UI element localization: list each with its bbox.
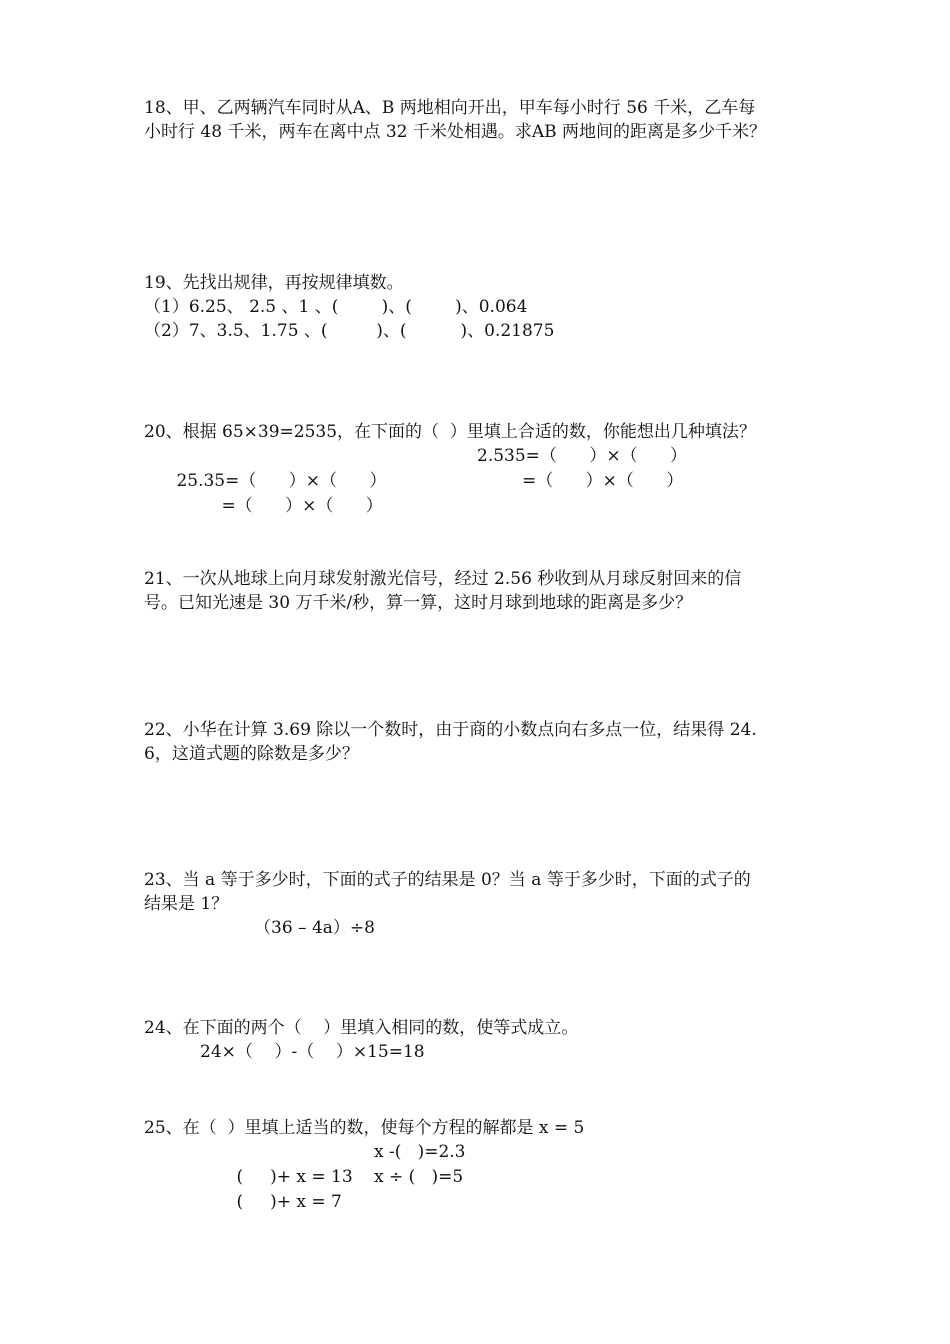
- problem-22-line-1: 22、小华在计算 3.69 除以一个数时，由于商的小数点向右多点一位，结果得 24.: [144, 720, 757, 740]
- problem-22: [144, 718, 824, 766]
- problem-21-line-2: 号。已知光速是 30 万千米/秒，算一算，这时月球到地球的距离是多少？: [144, 593, 693, 613]
- problem-21-line-1: 21、一次从地球上向月球发射激光信号，经过 2.56 秒收到从月球反射回来的信: [144, 569, 742, 589]
- problem-20-left-1: 25.35=（ ）×（ ）: [176, 471, 387, 491]
- problem-25-title: 25、在（ ）里填上适当的数，使每个方程的解都是 x = 5: [144, 1118, 585, 1138]
- problem-23: [144, 868, 824, 940]
- problem-22-line-2: 6，这道式题的除数是多少？: [144, 744, 359, 764]
- problem-19: [144, 271, 824, 343]
- problem-18: [144, 96, 824, 144]
- problem-20-row-1: [144, 444, 824, 491]
- problem-20: [144, 420, 824, 516]
- problem-20-left-2: =（ ）×（ ）: [221, 496, 383, 516]
- problem-24-title: 24、在下面的两个（ ）里填入相同的数，使等式成立。: [144, 1018, 579, 1038]
- problem-20-right-1: 2.535=（ ）×（ ）: [477, 446, 688, 466]
- problem-21: [144, 567, 824, 615]
- problem-24: [144, 1016, 824, 1064]
- problem-25-row-2: [144, 1165, 824, 1212]
- problem-23-expression: （36 – 4a）÷8: [254, 918, 375, 938]
- problem-20-row-2: [144, 469, 824, 516]
- problem-25-left-1: ( )+ x = 13: [236, 1167, 353, 1187]
- problem-23-line-1: 23、当 a 等于多少时，下面的式子的结果是 0？当 a 等于多少时，下面的式子的: [144, 870, 751, 890]
- problem-25: [144, 1116, 824, 1212]
- problem-20-right-2: =（ ）×（ ）: [522, 471, 684, 491]
- problem-25-right-2: x ÷ ( )=5: [374, 1167, 464, 1187]
- problem-19-sequence-1: （1）6.25、 2.5 、1 、( )、( )、0.064: [144, 297, 528, 317]
- problem-20-title: 20、根据 65×39=2535，在下面的（ ）里填上合适的数，你能想出几种填法？: [144, 422, 756, 442]
- problem-18-line-1: 18、甲、乙两辆汽车同时从A、B 两地相向开出，甲车每小时行 56 千米，乙车每: [144, 98, 756, 118]
- problem-23-line-2: 结果是 1？: [144, 894, 229, 914]
- problem-19-title: 19、先找出规律，再按规律填数。: [144, 273, 404, 293]
- problem-25-left-2: ( )+ x = 7: [236, 1192, 342, 1212]
- problem-24-equation: 24×（ ）-（ ）×15=18: [200, 1042, 425, 1062]
- problem-19-sequence-2: （2）7、3.5、1.75 、( )、( )、0.21875: [144, 321, 555, 341]
- problem-25-right-1: x -( )=2.3: [374, 1142, 466, 1162]
- problem-18-line-2: 小时行 48 千米，两车在离中点 32 千米处相遇。求AB 两地间的距离是多少千米？: [144, 122, 767, 142]
